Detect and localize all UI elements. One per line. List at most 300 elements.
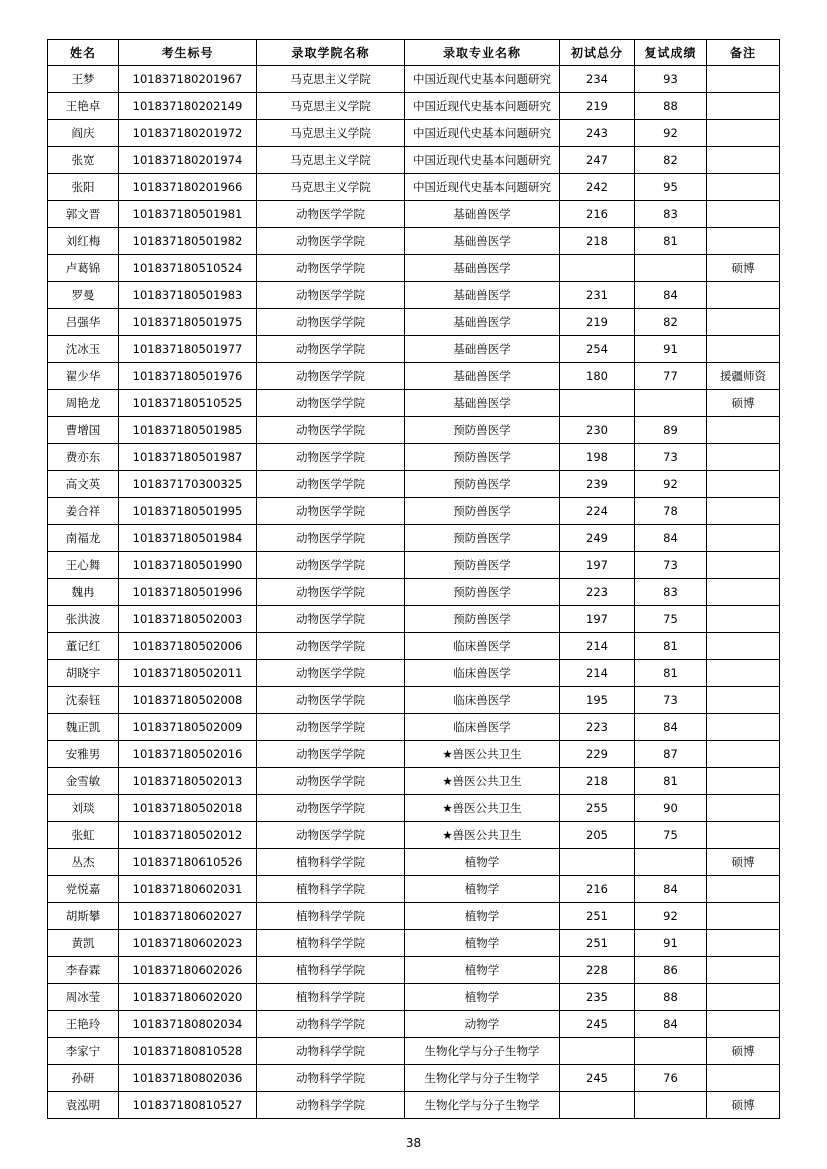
cell-college: 植物科学学院 (257, 984, 405, 1011)
cell-remarks (707, 282, 780, 309)
cell-name: 袁泓明 (48, 1092, 119, 1119)
cell-name: 南福龙 (48, 525, 119, 552)
table-row (48, 606, 780, 633)
cell-major: 基础兽医学 (405, 363, 560, 390)
cell-name: 郭文晋 (48, 201, 119, 228)
table-row (48, 822, 780, 849)
cell-initial-score: 251 (560, 903, 635, 930)
cell-retest-score: 81 (635, 768, 707, 795)
cell-exam-id: 101837180502008 (119, 687, 257, 714)
cell-exam-id: 101837180201966 (119, 174, 257, 201)
cell-major: 生物化学与分子生物学 (405, 1092, 560, 1119)
cell-initial-score: 223 (560, 714, 635, 741)
cell-retest-score: 84 (635, 525, 707, 552)
table-row (48, 687, 780, 714)
cell-initial-score: 235 (560, 984, 635, 1011)
table-row (48, 255, 780, 282)
cell-major: 预防兽医学 (405, 552, 560, 579)
cell-exam-id: 101837180501996 (119, 579, 257, 606)
cell-major: 临床兽医学 (405, 633, 560, 660)
cell-retest-score: 82 (635, 147, 707, 174)
cell-exam-id: 101837180201967 (119, 66, 257, 93)
cell-initial-score: 218 (560, 768, 635, 795)
cell-major: 临床兽医学 (405, 687, 560, 714)
cell-remarks (707, 174, 780, 201)
cell-exam-id: 101837180802034 (119, 1011, 257, 1038)
cell-name: 姜合祥 (48, 498, 119, 525)
cell-initial-score: 231 (560, 282, 635, 309)
cell-remarks (707, 309, 780, 336)
admission-table (47, 39, 780, 1119)
cell-name: 李家宁 (48, 1038, 119, 1065)
cell-major: 植物学 (405, 957, 560, 984)
cell-exam-id: 101837180610526 (119, 849, 257, 876)
cell-name: 党悦嘉 (48, 876, 119, 903)
cell-remarks (707, 120, 780, 147)
cell-retest-score (635, 849, 707, 876)
cell-retest-score: 83 (635, 579, 707, 606)
cell-name: 金雪敏 (48, 768, 119, 795)
cell-exam-id: 101837180501983 (119, 282, 257, 309)
cell-initial-score: 180 (560, 363, 635, 390)
header-name: 姓名 (48, 40, 119, 66)
cell-major: 临床兽医学 (405, 714, 560, 741)
header-exam-id: 考生标号 (119, 40, 257, 66)
cell-remarks (707, 498, 780, 525)
table-row (48, 849, 780, 876)
header-retest-score: 复试成绩 (635, 40, 707, 66)
cell-remarks (707, 903, 780, 930)
cell-initial-score (560, 255, 635, 282)
cell-exam-id: 101837180510525 (119, 390, 257, 417)
cell-initial-score: 234 (560, 66, 635, 93)
table-row (48, 390, 780, 417)
cell-college: 马克思主义学院 (257, 120, 405, 147)
cell-name: 刘红梅 (48, 228, 119, 255)
cell-exam-id: 101837180810528 (119, 1038, 257, 1065)
cell-remarks (707, 660, 780, 687)
cell-retest-score: 89 (635, 417, 707, 444)
cell-college: 动物科学学院 (257, 1092, 405, 1119)
cell-retest-score: 78 (635, 498, 707, 525)
cell-remarks (707, 795, 780, 822)
cell-major: 中国近现代史基本问题研究 (405, 147, 560, 174)
cell-remarks (707, 984, 780, 1011)
cell-initial-score: 242 (560, 174, 635, 201)
table-row (48, 741, 780, 768)
table-row (48, 93, 780, 120)
cell-college: 动物医学学院 (257, 606, 405, 633)
cell-name: 魏正凯 (48, 714, 119, 741)
header-remarks: 备注 (707, 40, 780, 66)
cell-remarks (707, 876, 780, 903)
header-initial-score: 初试总分 (560, 40, 635, 66)
table-row (48, 336, 780, 363)
cell-exam-id: 101837180602031 (119, 876, 257, 903)
cell-initial-score: 228 (560, 957, 635, 984)
cell-retest-score: 88 (635, 93, 707, 120)
cell-remarks (707, 336, 780, 363)
cell-major: 生物化学与分子生物学 (405, 1038, 560, 1065)
cell-remarks (707, 525, 780, 552)
cell-remarks (707, 201, 780, 228)
table-row (48, 1038, 780, 1065)
cell-college: 动物医学学院 (257, 687, 405, 714)
table-row (48, 579, 780, 606)
cell-exam-id: 101837180602027 (119, 903, 257, 930)
cell-exam-id: 101837180201974 (119, 147, 257, 174)
cell-remarks (707, 741, 780, 768)
cell-initial-score: 195 (560, 687, 635, 714)
cell-major: 预防兽医学 (405, 417, 560, 444)
cell-retest-score: 84 (635, 876, 707, 903)
cell-exam-id: 101837180501984 (119, 525, 257, 552)
cell-name: 张虹 (48, 822, 119, 849)
cell-remarks: 援疆师资 (707, 363, 780, 390)
table-row (48, 363, 780, 390)
cell-exam-id: 101837180502016 (119, 741, 257, 768)
cell-name: 吕强华 (48, 309, 119, 336)
cell-retest-score: 87 (635, 741, 707, 768)
cell-remarks (707, 768, 780, 795)
cell-initial-score: 243 (560, 120, 635, 147)
cell-college: 动物医学学院 (257, 282, 405, 309)
cell-name: 董记红 (48, 633, 119, 660)
cell-name: 曹增国 (48, 417, 119, 444)
cell-major: 预防兽医学 (405, 525, 560, 552)
table-row (48, 66, 780, 93)
cell-college: 植物科学学院 (257, 957, 405, 984)
cell-college: 动物医学学院 (257, 417, 405, 444)
cell-remarks (707, 1065, 780, 1092)
cell-major: 植物学 (405, 984, 560, 1011)
cell-exam-id: 101837170300325 (119, 471, 257, 498)
cell-name: 李春霖 (48, 957, 119, 984)
table-row (48, 714, 780, 741)
cell-name: 周冰莹 (48, 984, 119, 1011)
cell-major: ★兽医公共卫生 (405, 795, 560, 822)
cell-college: 动物医学学院 (257, 444, 405, 471)
cell-remarks (707, 714, 780, 741)
table-row (48, 795, 780, 822)
cell-exam-id: 101837180501981 (119, 201, 257, 228)
cell-initial-score (560, 1038, 635, 1065)
cell-college: 动物医学学院 (257, 255, 405, 282)
cell-college: 动物医学学院 (257, 363, 405, 390)
cell-college: 动物医学学院 (257, 660, 405, 687)
table-row (48, 309, 780, 336)
cell-major: 基础兽医学 (405, 309, 560, 336)
cell-name: 孙研 (48, 1065, 119, 1092)
cell-name: 高文英 (48, 471, 119, 498)
cell-initial-score: 197 (560, 606, 635, 633)
cell-exam-id: 101837180810527 (119, 1092, 257, 1119)
cell-major: 植物学 (405, 876, 560, 903)
cell-exam-id: 101837180602020 (119, 984, 257, 1011)
table-row (48, 957, 780, 984)
cell-major: 植物学 (405, 903, 560, 930)
cell-initial-score: 251 (560, 930, 635, 957)
cell-exam-id: 101837180502018 (119, 795, 257, 822)
cell-major: 预防兽医学 (405, 579, 560, 606)
cell-initial-score: 239 (560, 471, 635, 498)
cell-major: 动物学 (405, 1011, 560, 1038)
cell-retest-score: 73 (635, 552, 707, 579)
cell-college: 动物医学学院 (257, 525, 405, 552)
cell-college: 动物医学学院 (257, 336, 405, 363)
cell-name: 周艳龙 (48, 390, 119, 417)
page-number: 38 (405, 1136, 422, 1150)
cell-name: 王梦 (48, 66, 119, 93)
header-major: 录取专业名称 (405, 40, 560, 66)
cell-remarks (707, 633, 780, 660)
cell-exam-id: 101837180502011 (119, 660, 257, 687)
cell-remarks: 硕博 (707, 390, 780, 417)
table-row (48, 876, 780, 903)
cell-major: 植物学 (405, 930, 560, 957)
cell-exam-id: 101837180501987 (119, 444, 257, 471)
cell-major: 基础兽医学 (405, 336, 560, 363)
cell-exam-id: 101837180502006 (119, 633, 257, 660)
cell-exam-id: 101837180501995 (119, 498, 257, 525)
cell-major: 基础兽医学 (405, 255, 560, 282)
table-row (48, 930, 780, 957)
table-row (48, 903, 780, 930)
cell-exam-id: 101837180201972 (119, 120, 257, 147)
cell-exam-id: 101837180502012 (119, 822, 257, 849)
cell-name: 黄凯 (48, 930, 119, 957)
cell-major: 基础兽医学 (405, 390, 560, 417)
cell-remarks (707, 471, 780, 498)
cell-remarks (707, 228, 780, 255)
cell-remarks (707, 957, 780, 984)
cell-retest-score: 84 (635, 282, 707, 309)
cell-college: 动物医学学院 (257, 228, 405, 255)
cell-name: 张洪波 (48, 606, 119, 633)
cell-college: 动物医学学院 (257, 390, 405, 417)
cell-retest-score: 81 (635, 660, 707, 687)
cell-name: 罗曼 (48, 282, 119, 309)
table-row (48, 120, 780, 147)
cell-retest-score: 75 (635, 606, 707, 633)
cell-retest-score: 82 (635, 309, 707, 336)
cell-exam-id: 101837180602026 (119, 957, 257, 984)
cell-major: 基础兽医学 (405, 282, 560, 309)
cell-initial-score: 245 (560, 1011, 635, 1038)
cell-college: 植物科学学院 (257, 876, 405, 903)
table-row (48, 660, 780, 687)
cell-remarks: 硕博 (707, 1038, 780, 1065)
cell-initial-score: 229 (560, 741, 635, 768)
cell-retest-score: 90 (635, 795, 707, 822)
cell-college: 动物医学学院 (257, 741, 405, 768)
cell-name: 翟少华 (48, 363, 119, 390)
table-row (48, 633, 780, 660)
cell-exam-id: 101837180501975 (119, 309, 257, 336)
cell-remarks (707, 687, 780, 714)
cell-name: 刘琰 (48, 795, 119, 822)
cell-remarks (707, 930, 780, 957)
cell-retest-score: 77 (635, 363, 707, 390)
cell-initial-score: 214 (560, 633, 635, 660)
cell-major: 临床兽医学 (405, 660, 560, 687)
cell-initial-score: 219 (560, 309, 635, 336)
table-row (48, 417, 780, 444)
cell-exam-id: 101837180501990 (119, 552, 257, 579)
table-row (48, 1092, 780, 1119)
cell-college: 动物医学学院 (257, 822, 405, 849)
cell-major: ★兽医公共卫生 (405, 822, 560, 849)
cell-initial-score: 223 (560, 579, 635, 606)
cell-initial-score: 218 (560, 228, 635, 255)
cell-retest-score: 75 (635, 822, 707, 849)
cell-remarks (707, 552, 780, 579)
cell-college: 植物科学学院 (257, 930, 405, 957)
cell-college: 动物医学学院 (257, 201, 405, 228)
cell-college: 动物医学学院 (257, 309, 405, 336)
cell-initial-score: 216 (560, 876, 635, 903)
cell-major: ★兽医公共卫生 (405, 741, 560, 768)
cell-name: 卢葛锦 (48, 255, 119, 282)
cell-name: 阎庆 (48, 120, 119, 147)
cell-initial-score: 219 (560, 93, 635, 120)
table-row (48, 498, 780, 525)
cell-remarks (707, 93, 780, 120)
table-row (48, 228, 780, 255)
table-row (48, 174, 780, 201)
cell-exam-id: 101837180501976 (119, 363, 257, 390)
table-row (48, 1065, 780, 1092)
cell-retest-score: 81 (635, 228, 707, 255)
cell-remarks (707, 417, 780, 444)
cell-retest-score: 86 (635, 957, 707, 984)
cell-retest-score: 92 (635, 903, 707, 930)
cell-major: 预防兽医学 (405, 498, 560, 525)
cell-college: 马克思主义学院 (257, 66, 405, 93)
table-row (48, 282, 780, 309)
cell-college: 动物医学学院 (257, 498, 405, 525)
cell-initial-score: 214 (560, 660, 635, 687)
cell-college: 植物科学学院 (257, 903, 405, 930)
cell-retest-score: 92 (635, 471, 707, 498)
cell-name: 沈冰玉 (48, 336, 119, 363)
cell-exam-id: 101837180510524 (119, 255, 257, 282)
cell-college: 马克思主义学院 (257, 174, 405, 201)
cell-retest-score (635, 390, 707, 417)
table-row (48, 768, 780, 795)
cell-major: 基础兽医学 (405, 228, 560, 255)
cell-remarks (707, 606, 780, 633)
cell-name: 费亦东 (48, 444, 119, 471)
cell-initial-score: 197 (560, 552, 635, 579)
cell-initial-score (560, 849, 635, 876)
cell-retest-score (635, 255, 707, 282)
cell-remarks (707, 1011, 780, 1038)
cell-college: 马克思主义学院 (257, 93, 405, 120)
cell-exam-id: 101837180502009 (119, 714, 257, 741)
cell-name: 丛杰 (48, 849, 119, 876)
cell-major: 中国近现代史基本问题研究 (405, 120, 560, 147)
table-row (48, 444, 780, 471)
cell-college: 植物科学学院 (257, 849, 405, 876)
table-row (48, 147, 780, 174)
cell-major: 中国近现代史基本问题研究 (405, 66, 560, 93)
cell-retest-score: 76 (635, 1065, 707, 1092)
table-row (48, 552, 780, 579)
cell-name: 王心舞 (48, 552, 119, 579)
cell-retest-score: 73 (635, 687, 707, 714)
table-row (48, 525, 780, 552)
cell-name: 沈泰钰 (48, 687, 119, 714)
cell-major: 基础兽医学 (405, 201, 560, 228)
cell-remarks (707, 822, 780, 849)
cell-exam-id: 101837180202149 (119, 93, 257, 120)
table-header-row (48, 40, 780, 66)
cell-retest-score: 93 (635, 66, 707, 93)
cell-remarks (707, 66, 780, 93)
cell-remarks: 硕博 (707, 255, 780, 282)
cell-initial-score: 255 (560, 795, 635, 822)
cell-retest-score: 81 (635, 633, 707, 660)
cell-initial-score: 230 (560, 417, 635, 444)
cell-major: 中国近现代史基本问题研究 (405, 93, 560, 120)
cell-name: 胡斯攀 (48, 903, 119, 930)
cell-initial-score: 249 (560, 525, 635, 552)
cell-major: 预防兽医学 (405, 471, 560, 498)
cell-exam-id: 101837180502003 (119, 606, 257, 633)
cell-initial-score: 205 (560, 822, 635, 849)
cell-retest-score: 84 (635, 1011, 707, 1038)
cell-college: 动物医学学院 (257, 471, 405, 498)
cell-college: 动物医学学院 (257, 633, 405, 660)
table-row (48, 201, 780, 228)
cell-major: 中国近现代史基本问题研究 (405, 174, 560, 201)
cell-retest-score: 73 (635, 444, 707, 471)
cell-college: 动物医学学院 (257, 768, 405, 795)
cell-remarks: 硕博 (707, 849, 780, 876)
cell-initial-score (560, 1092, 635, 1119)
cell-remarks (707, 147, 780, 174)
cell-exam-id: 101837180501985 (119, 417, 257, 444)
cell-retest-score: 83 (635, 201, 707, 228)
cell-initial-score: 224 (560, 498, 635, 525)
cell-name: 安雅男 (48, 741, 119, 768)
cell-retest-score: 88 (635, 984, 707, 1011)
cell-college: 动物医学学院 (257, 714, 405, 741)
cell-retest-score: 92 (635, 120, 707, 147)
cell-retest-score: 95 (635, 174, 707, 201)
cell-major: 预防兽医学 (405, 606, 560, 633)
cell-college: 动物科学学院 (257, 1065, 405, 1092)
table-row (48, 471, 780, 498)
cell-remarks: 硕博 (707, 1092, 780, 1119)
cell-exam-id: 101837180501982 (119, 228, 257, 255)
cell-retest-score: 84 (635, 714, 707, 741)
cell-initial-score: 247 (560, 147, 635, 174)
cell-name: 张阳 (48, 174, 119, 201)
cell-remarks (707, 444, 780, 471)
cell-exam-id: 101837180802036 (119, 1065, 257, 1092)
cell-college: 动物科学学院 (257, 1011, 405, 1038)
cell-college: 动物医学学院 (257, 552, 405, 579)
cell-exam-id: 101837180502013 (119, 768, 257, 795)
cell-major: 植物学 (405, 849, 560, 876)
cell-college: 动物医学学院 (257, 795, 405, 822)
cell-initial-score: 198 (560, 444, 635, 471)
cell-name: 王艳玲 (48, 1011, 119, 1038)
table-row (48, 984, 780, 1011)
cell-college: 马克思主义学院 (257, 147, 405, 174)
